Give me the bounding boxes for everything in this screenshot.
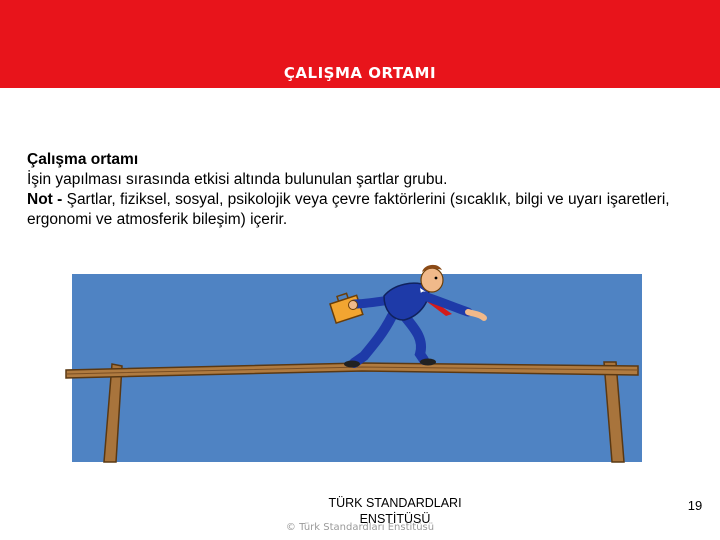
term-heading: Çalışma ortamı xyxy=(27,151,139,168)
tightrope-illustration xyxy=(72,274,642,462)
note-text: Şartlar, fiziksel, sosyal, psikolojik veya çevre faktörlerini (sıcaklık, bilgi ve uyarı işaretleri, ergonomi ve atmosferik bileşim) içerir. xyxy=(27,191,670,228)
businessman-tightrope-icon xyxy=(72,274,642,462)
slide-title: ÇALIŞMA ORTAMI xyxy=(283,64,437,82)
page-number: 19 xyxy=(687,498,703,513)
footer-organization: TÜRK STANDARDLARI ENSTİTÜSÜ xyxy=(328,496,462,526)
term-definition: İşin yapılması sırasında etkisi altında bulunulan şartlar grubu. xyxy=(27,171,448,188)
note-paragraph xyxy=(27,190,687,230)
footer-copyright: © Türk Standardları Enstitüsü xyxy=(285,522,435,533)
note-label: Not - xyxy=(27,191,63,208)
slide-body xyxy=(27,150,687,230)
